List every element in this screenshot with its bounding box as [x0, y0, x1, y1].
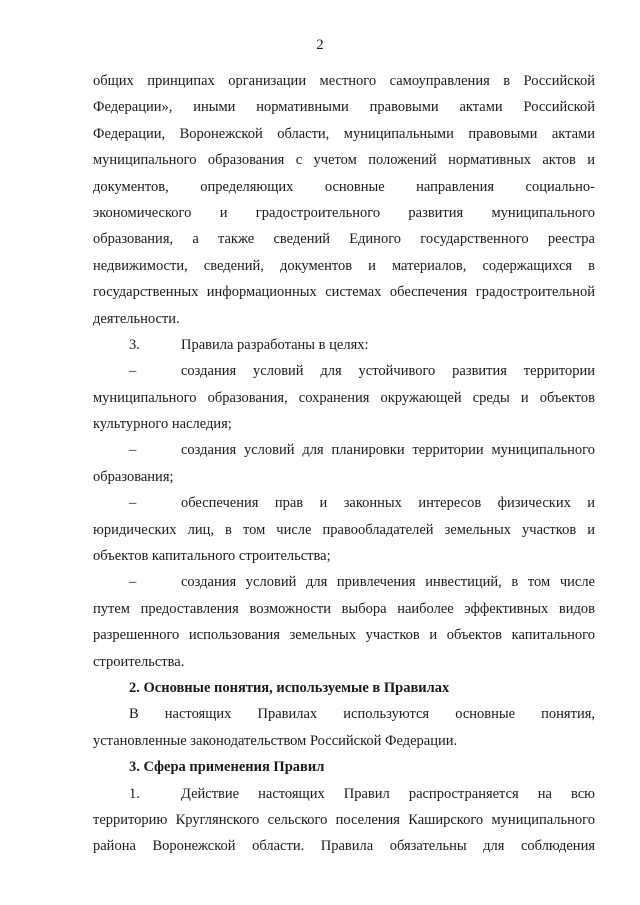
text-line: недвижимости, сведений, документов и материалов, содержащихся в	[93, 257, 595, 274]
goal-text: обеспечения прав и законных интересов физических и	[181, 495, 595, 512]
text-line: установленные законодательством Российской Федерации.	[93, 732, 458, 749]
dash-marker: –	[129, 574, 137, 591]
text-line: В настоящих Правилах используются основные понятия,	[129, 706, 595, 723]
dash-marker: –	[129, 495, 137, 512]
list-item-1	[93, 781, 595, 807]
list-item-3	[93, 332, 595, 358]
goal-text: создания условий для привлечения инвестиций, в том числе	[181, 574, 595, 591]
dash-marker: –	[129, 363, 137, 380]
text-line: юридических лиц, в том числе правообладателей земельных участков и	[93, 521, 595, 538]
item-number: 1.	[129, 785, 140, 802]
text-line: образования, а также сведений Единого государственного реестра	[93, 231, 595, 248]
text-line: экономического и градостроительного развития муниципального	[93, 204, 595, 221]
goal-text: создания условий для планировки территории муниципального	[181, 442, 595, 459]
goal-item-3	[93, 490, 595, 516]
text-line: путем предоставления возможности выбора наиболее эффективных видов	[93, 600, 595, 617]
goal-item-4	[93, 569, 595, 595]
section-heading-3: 3. Сфера применения Правил	[129, 759, 325, 776]
item-number: 3.	[129, 336, 140, 353]
text-line: территорию Круглянского сельского поселения Каширского муниципального	[93, 811, 595, 828]
text-line: государственных информационных системах обеспечения градостроительной	[93, 284, 595, 301]
goal-text: создания условий для устойчивого развития территории	[181, 363, 595, 380]
text-line: муниципального образования, сохранения окружающей среды и объектов	[93, 389, 595, 406]
text-line: муниципального образования с учетом положений нормативных актов и	[93, 152, 595, 169]
text-line: района Воронежской области. Правила обязательны для соблюдения	[93, 838, 595, 855]
page-number: 2	[316, 37, 324, 53]
dash-marker: –	[129, 442, 137, 459]
text-line: общих принципах организации местного самоуправления в Российской	[93, 73, 595, 89]
text-line: культурного наследия;	[93, 416, 232, 433]
text-line: Федерации», иными нормативными правовыми актами Российской	[93, 99, 595, 116]
text-line: документов, определяющих основные направления социально-	[93, 178, 595, 195]
text-line: деятельности.	[93, 310, 180, 327]
text-line: образования;	[93, 468, 174, 485]
item-text: Действие настоящих Правил распространяется на всю	[181, 785, 595, 802]
goal-item-1	[93, 358, 595, 384]
text-line: разрешенного использования земельных участков и объектов капитального	[93, 627, 595, 644]
text-line: Федерации, Воронежской области, муниципальными правовыми актами	[93, 125, 595, 142]
item-text: Правила разработаны в целях:	[181, 336, 369, 353]
section-heading-2: 2. Основные понятия, используемые в Правилах	[129, 679, 450, 696]
goal-item-2	[93, 437, 595, 463]
text-line: объектов капитального строительства;	[93, 548, 331, 565]
document-body	[93, 68, 595, 860]
text-line: строительства.	[93, 653, 185, 670]
